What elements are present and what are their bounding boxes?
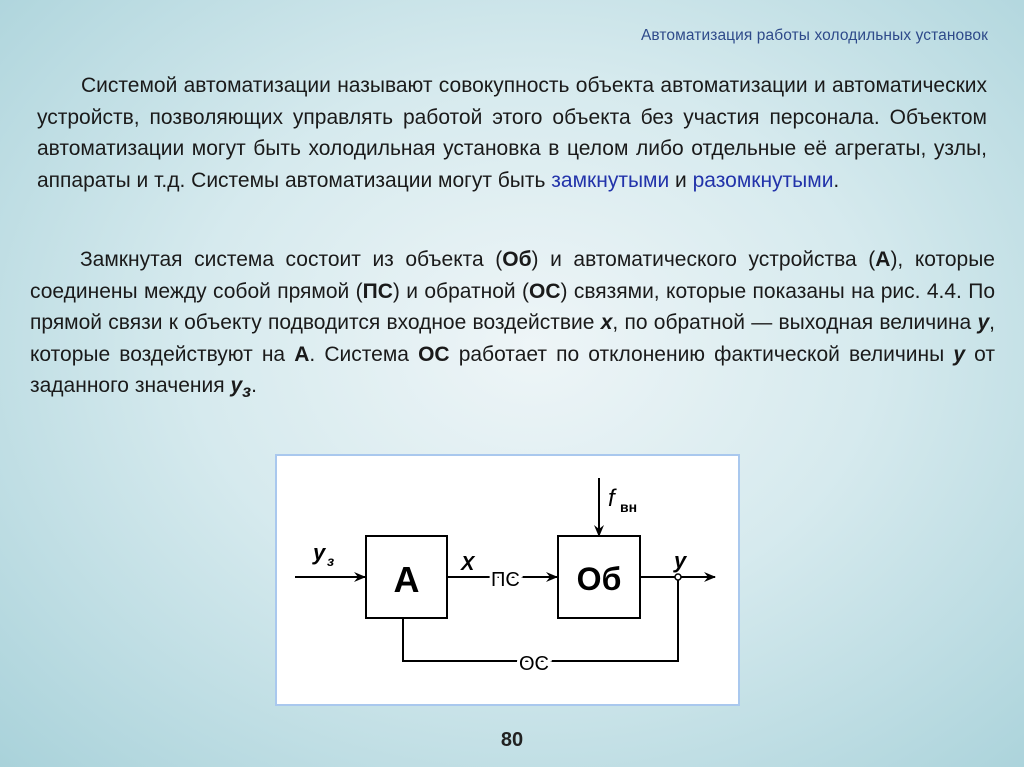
p2-s6: , по обратной — выходная величина bbox=[612, 311, 978, 334]
p2-b2: А bbox=[875, 248, 891, 271]
p2-b1: Об bbox=[502, 248, 532, 271]
p2-s2: ) и автоматического устройства ( bbox=[531, 248, 876, 271]
p2-bi3: у bbox=[953, 342, 966, 366]
p2-s10: от заданного значения bbox=[30, 342, 996, 397]
paragraph-1-text: Системой автоматизации называют совокупность объекта автоматизации и автоматических устройств, позволяющих управлять работой этого объекта без участия персонала. Объектом автоматизации могут быть холодильная установка в целом либо отдельные её агрегаты, узлы, аппараты и т.д. Системы автоматизации могут быть bbox=[37, 74, 987, 192]
block-a-label: А bbox=[393, 559, 420, 600]
input-sub-label: з bbox=[327, 553, 335, 569]
p2-b4: ОС bbox=[528, 279, 561, 303]
p2-s1: Замкнутая система состоит из объекта ( bbox=[80, 248, 503, 271]
term-open-link[interactable]: разомкнутыми bbox=[692, 168, 834, 192]
page-number: 80 bbox=[500, 729, 524, 751]
paragraph-1-and: и bbox=[669, 168, 693, 192]
p2-bi2: у bbox=[977, 311, 990, 334]
paragraph-definition bbox=[37, 70, 987, 196]
block-diagram bbox=[277, 456, 738, 704]
p2-s11: . bbox=[251, 374, 257, 397]
p2-bi4: у bbox=[230, 374, 243, 397]
p2-s5: ) связями, которые показаны на рис. 4.4. По прямой связи к объекту подводится входное воздействие bbox=[30, 279, 996, 334]
p2-s4: ) и обратной ( bbox=[392, 279, 529, 303]
block-ob-label: Об bbox=[576, 561, 622, 597]
output-node bbox=[675, 574, 681, 580]
block-diagram-figure bbox=[275, 454, 740, 706]
p2-s8: . Система bbox=[309, 342, 419, 366]
disturbance-label: f bbox=[608, 485, 615, 512]
p2-sub: з bbox=[242, 381, 252, 402]
paragraph-1-end: . bbox=[833, 168, 840, 192]
paragraph-closed-system bbox=[30, 244, 995, 408]
forward-link-label: ПС bbox=[491, 569, 520, 591]
input-label: у bbox=[313, 540, 326, 565]
p2-bi1: х bbox=[600, 311, 613, 334]
p2-b5: А bbox=[294, 342, 310, 366]
p2-s9: работает по отклонению фактической величины bbox=[449, 342, 954, 366]
p2-s3: ), которые соединены между собой прямой ( bbox=[30, 248, 995, 303]
term-closed-link[interactable]: замкнутыми bbox=[551, 168, 670, 192]
output-label: у bbox=[674, 548, 687, 573]
feedback-label: ОС bbox=[519, 653, 549, 675]
x-signal-label: Х bbox=[461, 553, 475, 575]
p2-b6: ОС bbox=[418, 342, 450, 366]
p2-b3: ПС bbox=[362, 279, 393, 303]
slide-header-title: Автоматизация работы холодильных установок bbox=[640, 27, 988, 44]
disturbance-sub-label: вн bbox=[620, 499, 638, 515]
p2-s7: , которые воздействуют на bbox=[30, 311, 996, 366]
